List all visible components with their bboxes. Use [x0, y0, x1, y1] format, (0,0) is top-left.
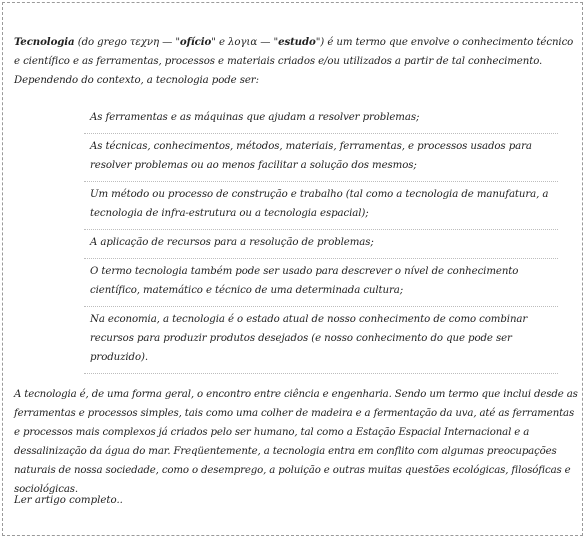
intro-mid: " e — [211, 37, 229, 48]
list-item: As técnicas, conhecimentos, métodos, materiais, ferramentas, e processos usados para resolver problemas ou ao menos facilitar a solução dos mesmos; — [84, 134, 558, 182]
intro-dash-2: — " — [257, 37, 279, 48]
list-item: As ferramentas e as máquinas que ajudam a resolver problemas; — [84, 104, 558, 134]
greek-word-techne: τεχνη — [129, 37, 159, 48]
intro-dash-1: — " — [158, 37, 180, 48]
list-item: O termo tecnologia também pode ser usado para descrever o nível de conhecimento científico, matemático e técnico de uma determinada cultura; — [84, 259, 558, 307]
intro-paragraph — [14, 33, 574, 90]
list-item: A aplicação de recursos para a resolução de problemas; — [84, 230, 558, 259]
term-title: Tecnologia — [14, 36, 75, 48]
outro-paragraph: A tecnologia é, de uma forma geral, o encontro entre ciência e engenharia. Sendo um termo que inclui desde as ferramentas e processos simples, tais como uma colher de madeira e a fermentação da uva, até as ferramentas e processos mais complexos já criados pelo ser humano, tal como a Estação Espacial Internacional e a dessalinização da água do mar. Freqüentemente, a tecnologia entra em conflito com algumas preocupações naturais de nossa sociedade, como o desemprego, a poluição e outras muitas questões ecológicas, filosóficas e sociológicas. — [14, 389, 578, 495]
gloss-estudo: estudo — [278, 36, 316, 48]
gloss-oficio: ofício — [179, 36, 212, 48]
list-item: Na economia, a tecnologia é o estado atual de nosso conhecimento de como combinar recursos para produzir produtos desejados (e nosso conhecimento do que pode ser produzido). — [84, 307, 558, 374]
definition-list — [84, 104, 558, 374]
intro-paren-open: (do grego — [74, 37, 130, 48]
read-more-link[interactable]: Ler artigo completo.. — [14, 495, 123, 506]
list-item: Um método ou processo de construção e trabalho (tal como a tecnologia de manufatura, a tecnologia de infra-estrutura ou a tecnologia espacial); — [84, 182, 558, 230]
greek-word-logia: λογια — [228, 37, 258, 48]
intro-rest: ") é um termo que envolve o conhecimento técnico e científico e as ferramentas, processos e materiais criados e/ou utilizados a partir de tal conhecimento. Dependendo do contexto, a tecnologia pode ser: — [14, 37, 574, 86]
